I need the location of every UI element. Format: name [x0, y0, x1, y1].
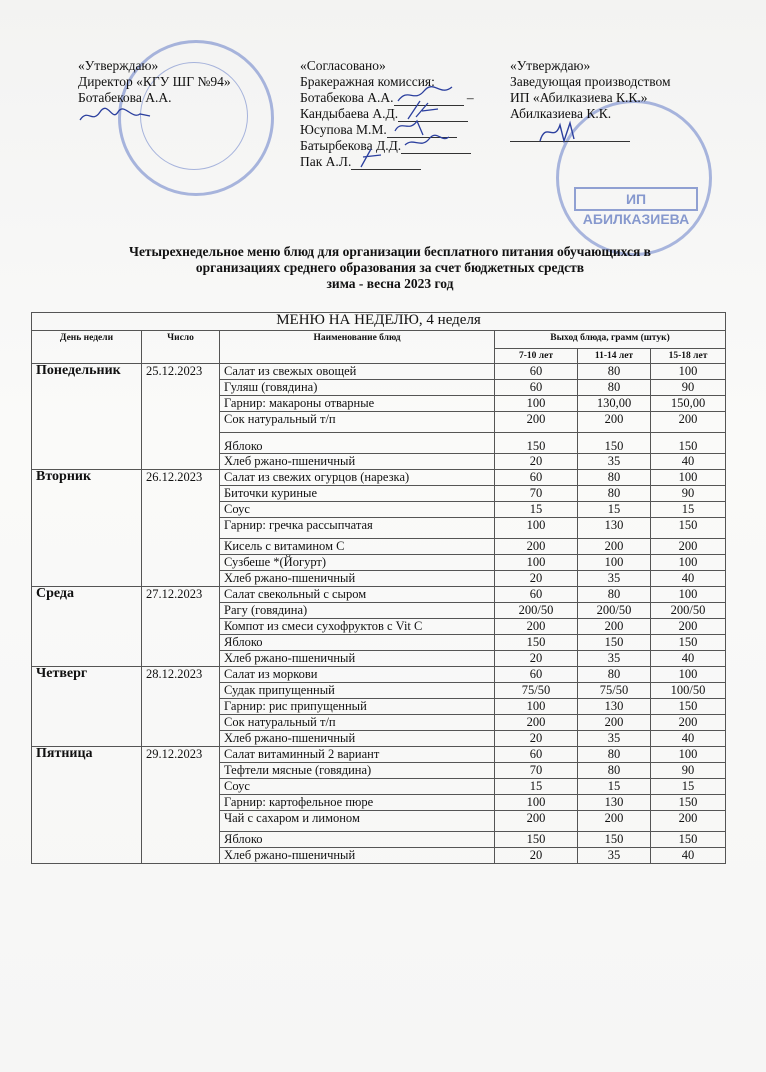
header-age-15-18: 15-18 лет — [651, 349, 726, 364]
portion-11-14: 150 — [578, 433, 651, 454]
portion-15-18: 200/50 — [651, 603, 726, 619]
portion-11-14: 200 — [578, 539, 651, 555]
dish-name: Салат витаминный 2 вариант — [220, 747, 495, 763]
portion-15-18: 15 — [651, 502, 726, 518]
portion-7-10: 60 — [495, 364, 578, 380]
dish-name: Рагу (говядина) — [220, 603, 495, 619]
portion-11-14: 200 — [578, 619, 651, 635]
portion-15-18: 150,00 — [651, 396, 726, 412]
committee-member: Юсупова М.М. — [300, 122, 500, 138]
portion-11-14: 80 — [578, 364, 651, 380]
portion-7-10: 60 — [495, 380, 578, 396]
dish-name: Яблоко — [220, 635, 495, 651]
portion-11-14: 150 — [578, 635, 651, 651]
day-friday: Пятница — [32, 747, 142, 864]
header-date: Число — [142, 331, 220, 364]
portion-7-10: 60 — [495, 747, 578, 763]
portion-7-10: 15 — [495, 779, 578, 795]
portion-7-10: 100 — [495, 555, 578, 571]
date-thursday: 28.12.2023 — [142, 667, 220, 747]
table-row — [32, 587, 726, 603]
approval-name: Ботабекова А.А. — [78, 90, 172, 105]
dish-name: Сок натуральный т/п — [220, 715, 495, 731]
approval-org: ИП «Абилказиева К.К.» — [510, 90, 648, 105]
portion-11-14: 130 — [578, 518, 651, 539]
table-row — [32, 470, 726, 486]
portion-11-14: 200 — [578, 715, 651, 731]
portion-15-18: 200 — [651, 811, 726, 832]
portion-11-14: 15 — [578, 779, 651, 795]
approval-production — [510, 58, 720, 142]
portion-15-18: 200 — [651, 619, 726, 635]
portion-7-10: 100 — [495, 699, 578, 715]
header-output: Выход блюда, грамм (штук) — [495, 331, 726, 349]
dish-name: Судак припущенный — [220, 683, 495, 699]
portion-11-14: 75/50 — [578, 683, 651, 699]
portion-7-10: 200 — [495, 539, 578, 555]
portion-11-14: 200 — [578, 811, 651, 832]
portion-7-10: 100 — [495, 396, 578, 412]
day-monday: Понедельник — [32, 364, 142, 470]
portion-7-10: 20 — [495, 651, 578, 667]
date-wednesday: 27.12.2023 — [142, 587, 220, 667]
dish-name: Соус — [220, 502, 495, 518]
committee-member: Батырбекова Д.Д. — [300, 138, 500, 154]
committee-member: Пак А.Л. — [300, 154, 500, 170]
portion-15-18: 100 — [651, 555, 726, 571]
dish-name: Чай с сахаром и лимоном — [220, 811, 495, 832]
dish-name: Кисель с витамином С — [220, 539, 495, 555]
portion-11-14: 200 — [578, 412, 651, 433]
portion-7-10: 20 — [495, 848, 578, 864]
table-row — [32, 747, 726, 763]
portion-15-18: 40 — [651, 848, 726, 864]
portion-11-14: 35 — [578, 571, 651, 587]
portion-15-18: 100 — [651, 667, 726, 683]
dish-name: Хлеб ржано-пшеничный — [220, 651, 495, 667]
portion-15-18: 90 — [651, 486, 726, 502]
portion-11-14: 35 — [578, 848, 651, 864]
approvals-block — [78, 58, 718, 218]
approval-name: Абилказиева К.К. — [510, 106, 612, 121]
portion-11-14: 80 — [578, 486, 651, 502]
portion-7-10: 200/50 — [495, 603, 578, 619]
portion-15-18: 150 — [651, 832, 726, 848]
table-caption: МЕНЮ НА НЕДЕЛЮ, 4 неделя — [32, 313, 726, 331]
approval-director — [78, 58, 268, 130]
approval-heading: «Утверждаю» — [510, 58, 591, 73]
signature-line — [351, 157, 421, 170]
portion-15-18: 100/50 — [651, 683, 726, 699]
weekly-menu-table — [31, 312, 726, 864]
portion-15-18: 100 — [651, 470, 726, 486]
portion-11-14: 200/50 — [578, 603, 651, 619]
portion-15-18: 40 — [651, 454, 726, 470]
dish-name: Гарнир: рис припущенный — [220, 699, 495, 715]
portion-15-18: 150 — [651, 635, 726, 651]
portion-7-10: 100 — [495, 518, 578, 539]
portion-11-14: 35 — [578, 651, 651, 667]
portion-11-14: 15 — [578, 502, 651, 518]
approval-heading: «Согласовано» — [300, 58, 386, 73]
portion-15-18: 100 — [651, 364, 726, 380]
signature-director — [78, 106, 268, 130]
portion-7-10: 60 — [495, 470, 578, 486]
dish-name: Хлеб ржано-пшеничный — [220, 731, 495, 747]
portion-15-18: 90 — [651, 763, 726, 779]
dish-name: Компот из смеси сухофруктов с Vit C — [220, 619, 495, 635]
dish-name: Хлеб ржано-пшеничный — [220, 454, 495, 470]
dish-name: Яблоко — [220, 832, 495, 848]
dish-name: Яблоко — [220, 433, 495, 454]
header-day: День недели — [32, 331, 142, 364]
portion-11-14: 130,00 — [578, 396, 651, 412]
portion-7-10: 100 — [495, 795, 578, 811]
dish-name: Сок натуральный т/п — [220, 412, 495, 433]
dish-name: Тефтели мясные (говядина) — [220, 763, 495, 779]
portion-11-14: 35 — [578, 731, 651, 747]
portion-7-10: 20 — [495, 454, 578, 470]
day-thursday: Четверг — [32, 667, 142, 747]
signature-production — [510, 126, 720, 142]
portion-15-18: 90 — [651, 380, 726, 396]
portion-7-10: 150 — [495, 433, 578, 454]
portion-7-10: 75/50 — [495, 683, 578, 699]
portion-7-10: 200 — [495, 811, 578, 832]
approval-position: Заведующая производством — [510, 74, 671, 89]
table-row — [32, 667, 726, 683]
approval-position: Директор «КГУ ШГ №94» — [78, 74, 231, 89]
dish-name: Салат из моркови — [220, 667, 495, 683]
portion-15-18: 150 — [651, 518, 726, 539]
portion-7-10: 200 — [495, 619, 578, 635]
approval-heading: «Утверждаю» — [78, 58, 159, 73]
portion-11-14: 80 — [578, 667, 651, 683]
dish-name: Гарнир: картофельное пюре — [220, 795, 495, 811]
dish-name: Хлеб ржано-пшеничный — [220, 848, 495, 864]
portion-15-18: 40 — [651, 651, 726, 667]
dish-name: Соус — [220, 779, 495, 795]
portion-11-14: 80 — [578, 380, 651, 396]
portion-15-18: 100 — [651, 587, 726, 603]
committee-member: Кандыбаева А.Д. — [300, 106, 500, 122]
stamp-right-rect: ИП АБИЛКАЗИЕВА — [574, 187, 698, 211]
portion-15-18: 150 — [651, 795, 726, 811]
portion-7-10: 150 — [495, 635, 578, 651]
header-age-7-10: 7-10 лет — [495, 349, 578, 364]
portion-7-10: 200 — [495, 412, 578, 433]
dish-name: Салат свекольный с сыром — [220, 587, 495, 603]
dish-name: Гарнир: макароны отварные — [220, 396, 495, 412]
portion-11-14: 80 — [578, 470, 651, 486]
portion-11-14: 130 — [578, 795, 651, 811]
header-age-11-14: 11-14 лет — [578, 349, 651, 364]
portion-11-14: 80 — [578, 747, 651, 763]
day-wednesday: Среда — [32, 587, 142, 667]
header-dish: Наименование блюд — [220, 331, 495, 364]
portion-15-18: 200 — [651, 412, 726, 433]
dish-name: Сузбеше *(Йогурт) — [220, 555, 495, 571]
portion-7-10: 70 — [495, 486, 578, 502]
portion-7-10: 60 — [495, 667, 578, 683]
dish-name: Биточки куриные — [220, 486, 495, 502]
portion-11-14: 150 — [578, 832, 651, 848]
dish-name: Салат из свежых овощей — [220, 364, 495, 380]
date-monday: 25.12.2023 — [142, 364, 220, 470]
portion-15-18: 200 — [651, 715, 726, 731]
portion-11-14: 80 — [578, 587, 651, 603]
portion-15-18: 40 — [651, 731, 726, 747]
portion-7-10: 150 — [495, 832, 578, 848]
portion-15-18: 200 — [651, 539, 726, 555]
portion-11-14: 35 — [578, 454, 651, 470]
portion-11-14: 130 — [578, 699, 651, 715]
portion-7-10: 20 — [495, 731, 578, 747]
table-row — [32, 364, 726, 380]
portion-11-14: 80 — [578, 763, 651, 779]
portion-7-10: 200 — [495, 715, 578, 731]
dish-name: Гуляш (говядина) — [220, 380, 495, 396]
committee-label: Бракеражная комиссия: — [300, 74, 435, 89]
approval-committee — [300, 58, 500, 170]
document-title: Четырехнедельное меню блюд для организации бесплатного питания обучающихся в организациях среднего образования за счет бюджетных средств зима - весна 2023 год — [129, 244, 651, 291]
committee-member: Ботабекова А.А. – — [300, 90, 500, 106]
date-friday: 29.12.2023 — [142, 747, 220, 864]
portion-15-18: 40 — [651, 571, 726, 587]
portion-7-10: 60 — [495, 587, 578, 603]
day-tuesday: Вторник — [32, 470, 142, 587]
portion-15-18: 150 — [651, 699, 726, 715]
portion-15-18: 15 — [651, 779, 726, 795]
dish-name: Гарнир: гречка рассыпчатая — [220, 518, 495, 539]
dish-name: Салат из свежих огурцов (нарезка) — [220, 470, 495, 486]
date-tuesday: 26.12.2023 — [142, 470, 220, 587]
portion-11-14: 100 — [578, 555, 651, 571]
portion-7-10: 15 — [495, 502, 578, 518]
dish-name: Хлеб ржано-пшеничный — [220, 571, 495, 587]
portion-15-18: 100 — [651, 747, 726, 763]
portion-15-18: 150 — [651, 433, 726, 454]
portion-7-10: 20 — [495, 571, 578, 587]
portion-7-10: 70 — [495, 763, 578, 779]
